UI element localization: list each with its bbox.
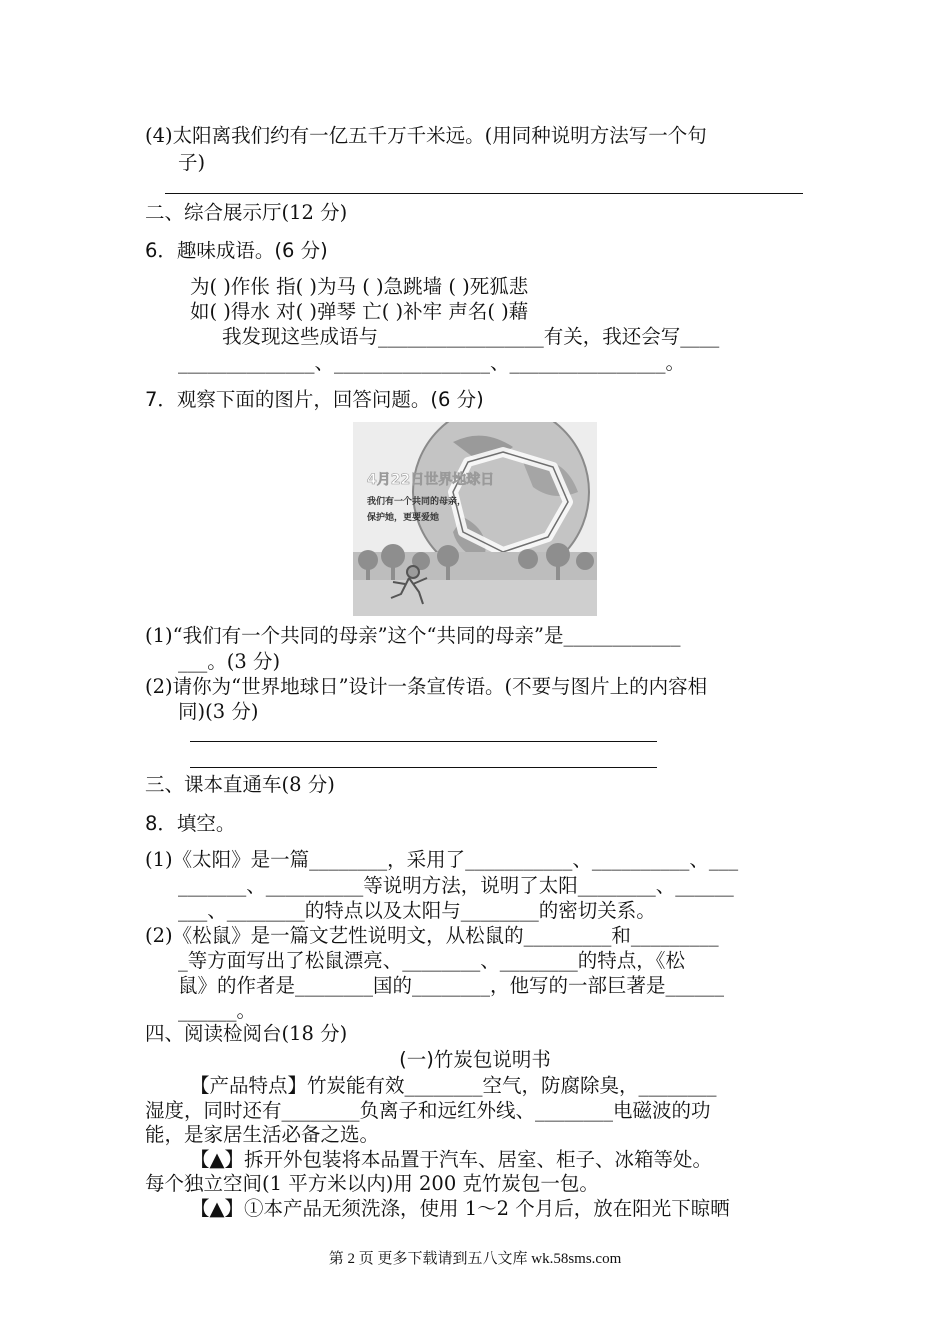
idiom-discovery-line: 我发现这些成语与_________________有关，我还会写____ [222,325,720,348]
section-3-title: 三、课本直通车(8 分) [145,773,335,796]
question-8-2-line-3: 鼠》的作者是________国的________，他写的一部巨著是______ [178,974,725,997]
poster-slogan-line-1: 我们有一个共同的母亲， [367,497,467,507]
reading-p1-line-1: 【产品特点】竹炭能有效________空气，防腐除臭，________ [190,1074,717,1097]
idiom-row-2: 如( )得水 对( )弹琴 亡( )补牢 声名( )藉 [190,300,529,323]
question-4-line-2: 子) [178,151,206,174]
question-8-1-line-3: ___、________的特点以及太阳与________的密切关系。 [178,899,656,922]
poster-slogan-line-2: 保护她，更要爱她 [367,513,440,523]
question-8-2-line-2: _等方面写出了松鼠漂亮、________、________的特点，《松 [178,949,686,972]
question-8-2-line-1: (2)《松鼠》是一篇文艺性说明文，从松鼠的_________和_________ [145,924,719,947]
earth-day-poster [353,422,597,616]
question-8-2-line-4: ______。 [178,999,257,1022]
reading-p2-line-2: 每个独立空间(1 平方米以内)用 200 克竹炭包一包。 [145,1172,599,1195]
reading-title: (一)竹炭包说明书 [399,1048,551,1071]
page-footer: 第 2 页 更多下载请到五八文库 wk.58sms.com [328,1251,622,1267]
answer-line [165,193,803,194]
question-7-1-line-1: (1)“我们有一个共同的母亲”这个“共同的母亲”是____________ [145,624,681,647]
answer-line [190,767,657,768]
reading-p3-line-1: 【▲】①本产品无须洗涤，使用 1～2 个月后，放在阳光下晾晒 [190,1197,730,1220]
section-2-title: 二、综合展示厅(12 分) [145,201,348,224]
reading-p1-line-3: 能，是家居生活必备之选。 [145,1123,380,1146]
question-7-1-line-2: ___。(3 分) [178,650,281,673]
question-8-title: 8．填空。 [145,812,236,835]
poster-title: 4月22日世界地球日 [367,472,495,488]
reading-p2-line-1: 【▲】拆开外包装将本品置于汽车、居室、柜子、冰箱等处。 [190,1148,712,1171]
idiom-write-line: ______________、________________、________________。 [178,351,685,374]
question-6-title: 6．趣味成语。(6 分) [145,239,328,262]
answer-line [190,741,657,742]
question-7-title: 7．观察下面的图片，回答问题。(6 分) [145,388,484,411]
question-8-1-line-2: _______、__________等说明方法，说明了太阳________、______ [178,874,734,897]
section-4-title: 四、阅读检阅台(18 分) [145,1022,348,1045]
question-7-2-line-2: 同)(3 分) [178,700,259,723]
idiom-row-1: 为( )作伥 指( )为马 ( )急跳墙 ( )死狐悲 [190,275,529,298]
reading-p1-line-2: 湿度，同时还有________负离子和远红外线、________电磁波的功 [145,1099,711,1122]
question-7-2-line-1: (2)请你为“世界地球日”设计一条宣传语。(不要与图片上的内容相 [145,675,708,698]
question-8-1-line-1: (1)《太阳》是一篇________，采用了___________、__________、___ [145,848,739,871]
question-4-line-1: (4)太阳离我们约有一亿五千万千米远。(用同种说明方法写一个句 [145,124,707,147]
